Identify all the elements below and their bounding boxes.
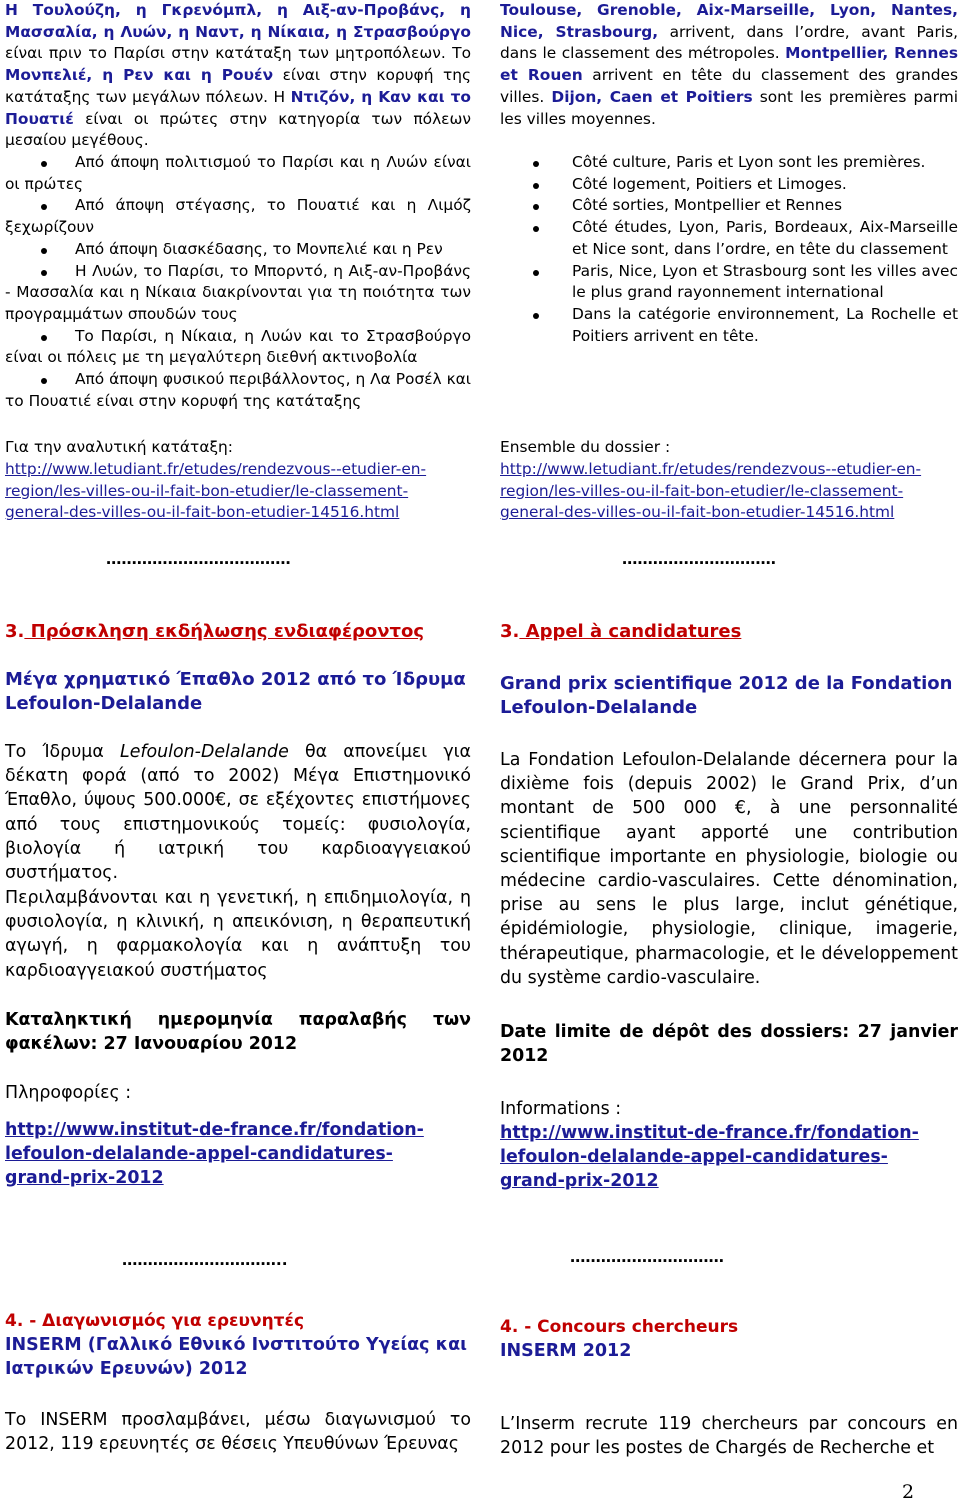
french-section-3-deadline: Date limite de dépôt des dossiers: 27 janvier 2012: [500, 1022, 958, 1067]
separator-dots: ………………………………: [106, 550, 291, 568]
separator-dots: …………………………: [622, 550, 776, 568]
separator-dots: …………………………..: [122, 1251, 288, 1269]
french-bullet-item: Paris, Nice, Lyon et Strasbourg sont les villes avec le plus grand rayonnement international: [500, 261, 958, 304]
greek-bullet-item: Από άποψη στέγασης, το Πουατιέ και η Λιμόζ ξεχωρίζουν: [5, 195, 471, 238]
greek-bullet-list: [5, 152, 471, 412]
french-section-4-paragraph: L’Inserm recrute 119 chercheurs par concours en 2012 pour les postes de Chargés de Recherche et: [500, 1414, 958, 1459]
french-intro-large-cities: Montpellier, Rennes et Rouen: [500, 44, 958, 85]
french-section-3-subtitle: Grand prix scientifique 2012 de la Fondation Lefoulon-Delalande: [500, 673, 953, 718]
greek-bullet-item: Από άποψη διασκέδασης, το Μονπελιέ και η Ρεν: [5, 239, 471, 261]
greek-section-4-paragraph: Το INSERM προσλαμβάνει, μέσω διαγωνισμού το 2012, 119 ερευνητές σε θέσεις Υπευθύνων Έρευνας: [5, 1410, 471, 1455]
greek-section-3-subtitle: Μέγα χρηματικό Έπαθλο 2012 από το Ίδρυμα Lefoulon-Delalande: [5, 669, 466, 714]
greek-bullet-item: Η Λυών, το Παρίσι, το Μπορντό, η Αιξ-αν-Προβάνς - Μασσαλία και η Νίκαια διακρίνονται για τη ποιότητα των προγραμμάτων σπουδών τους: [5, 261, 471, 326]
french-intro-paragraph: Toulouse, Grenoble, Aix-Marseille, Lyon, Nantes, Nice, Strasbourg, arrivent, dans l’ordre, avant Paris, dans le classement des métropoles. Montpellier, Rennes et Rouen arrivent en tête du classement des grandes villes. Dijon, Caen et Poitiers sont les premières parmi les villes moyennes.: [500, 1, 958, 128]
french-bullet-item: Côté logement, Poitiers et Limoges.: [500, 174, 958, 196]
french-bullet-list: [500, 152, 958, 347]
french-bullet-item: Dans la catégorie environnement, La Rochelle et Poitiers arrivent en tête.: [500, 304, 958, 347]
greek-section-3-paragraph-1: Το Ίδρυμα Lefoulon-Delalande θα απονείμει για δέκατη φορά (από το 2002) Μέγα Επιστημονικό Έπαθλο, ύψους 500.000€, σε εξέχοντες επιστήμονες από τους επιστημονικούς τομείς: φυσιολογία, βιολογία ή ιατρική του καρδιοαγγειακού συστήματος.: [5, 742, 471, 884]
french-section-3-title: 3. Appel à candidatures: [500, 621, 742, 642]
greek-section-4-title: 4. - Διαγωνισμός για ερευνητές: [5, 1311, 305, 1331]
greek-section-3-title: 3. Πρόσκληση εκδήλωσης ενδιαφέροντος: [5, 621, 425, 642]
greek-ranking-label: Για την αναλυτική κατάταξη:: [5, 438, 233, 456]
greek-info-label: Πληροφορίες :: [5, 1083, 132, 1103]
greek-intro-cities: Η Τουλούζη, η Γκρενόμπλ, η Αιξ-αν-Προβάνς, η Μασσαλία, η Λυών, η Ναντ, η Νίκαια, η Στρασβούργο: [5, 1, 471, 41]
greek-bullet-item: Το Παρίσι, η Νίκαια, η Λυών και το Στρασβούργο είναι οι πόλεις με τη μεγαλύτερη διεθνή ακτινοβολία: [5, 326, 471, 369]
french-bullet-item: Côté culture, Paris et Lyon sont les premières.: [500, 152, 958, 174]
greek-info-link[interactable]: http://www.institut-de-france.fr/fondation- lefoulon-delalande-appel-candidatures- grand-prix-2012: [5, 1120, 424, 1189]
french-section-4-subtitle: INSERM 2012: [500, 1341, 632, 1361]
french-bullet-item: Côté sorties, Montpellier et Rennes: [500, 195, 958, 217]
french-section-3-paragraph: La Fondation Lefoulon-Delalande décernera pour la dixième fois (depuis 2002) le Grand Prix, d’un montant de 500 000 €, à une personnalité scientifique ayant apporté une contribution scientifique importante en physiologie, biologie ou médecine cardio-vasculaires. Cette dénomination, prise au sens le plus large, inclut génétique, épidémiologie, physiologie, clinique, imagerie, thérapeutique, pharmacologie, et le développement du système cardio-vasculaire.: [500, 750, 958, 988]
greek-section-3-deadline: Καταληκτική ημερομηνία παραλαβής των φακέλων: 27 Ιανουαρίου 2012: [5, 1010, 471, 1055]
french-ranking-label: Ensemble du dossier :: [500, 438, 671, 456]
greek-intro-medium-cities: Ντιζόν, η Καν και το Πουατιέ: [5, 87, 471, 128]
separator-dots: …………………………: [570, 1248, 724, 1266]
greek-intro-large-cities: Μονπελιέ, η Ρεν και η Ρουέν: [5, 66, 274, 85]
greek-bullet-item: Από άποψη φυσικού περιβάλλοντος, η Λα Ροσέλ και το Πουατιέ είναι στην κορυφή της κατάταξης: [5, 369, 471, 412]
greek-bullet-item: Από άποψη πολιτισμού το Παρίσι και η Λυών είναι οι πρώτες: [5, 152, 471, 195]
french-section-4-title: 4. - Concours chercheurs: [500, 1317, 739, 1337]
french-ranking-link[interactable]: http://www.letudiant.fr/etudes/rendezvous--etudier-en- region/les-villes-ou-il-fait-bon-etudier/le-classement- general-des-villes-ou-il-fait-bon-etudier-14516.html: [500, 460, 922, 522]
french-intro-cities: Toulouse, Grenoble, Aix-Marseille, Lyon, Nantes, Nice, Strasbourg,: [500, 1, 958, 41]
greek-intro-paragraph: Η Τουλούζη, η Γκρενόμπλ, η Αιξ-αν-Προβάνς, η Μασσαλία, η Λυών, η Ναντ, η Νίκαια, η Στρασβούργο είναι πριν το Παρίσι στην κατάταξη των μητροπόλεων. Το Μονπελιέ, η Ρεν και η Ρουέν είναι στην κορυφή της κατάταξης των μεγάλων πόλεων. Η Ντιζόν, η Καν και το Πουατιέ είναι οι πρώτες στην κατηγορία των πόλεων μεσαίου μεγέθους.: [5, 1, 471, 150]
page-number: 2: [902, 1481, 915, 1503]
greek-section-3-paragraph-2: Περιλαμβάνονται και η γενετική, η επιδημιολογία, η φυσιολογία, η κλινική, η απεικόνιση, η θεραπευτική αγωγή, η φαρμακολογία και η ανάπτυξη του καρδιοαγγειακού συστήματος: [5, 888, 471, 981]
french-bullet-item: Côté études, Lyon, Paris, Bordeaux, Aix-Marseille et Nice sont, dans l’ordre, en tête du classement: [500, 217, 958, 260]
french-info-label: Informations :: [500, 1099, 622, 1119]
greek-section-4-subtitle: INSERM (Γαλλικό Εθνικό Ινστιτούτο Υγείας και Ιατρικών Ερευνών) 2012: [5, 1335, 467, 1379]
french-intro-medium-cities: Dijon, Caen et Poitiers: [551, 87, 753, 106]
french-info-link[interactable]: http://www.institut-de-france.fr/fondation- lefoulon-delalande-appel-candidatures- grand-prix-2012: [500, 1123, 919, 1192]
greek-ranking-link[interactable]: http://www.letudiant.fr/etudes/rendezvous--etudier-en- region/les-villes-ou-il-fait-bon-etudier/le-classement- general-des-villes-ou-il-fait-bon-etudier-14516.html: [5, 460, 427, 522]
